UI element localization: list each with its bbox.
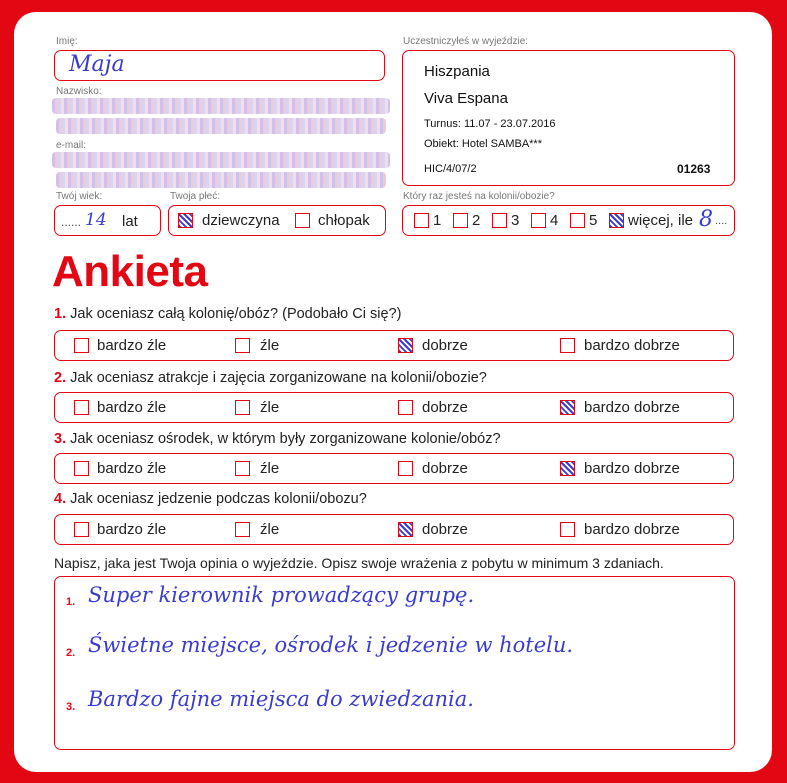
times-3-label: 3 (511, 212, 520, 229)
q1-bardzo-zle-label: bardzo źle (97, 337, 167, 354)
question-2-options (54, 392, 734, 423)
q4-zle-checkbox[interactable] (235, 522, 250, 537)
q4-bardzo-zle-label: bardzo źle (97, 521, 167, 538)
times-2-label: 2 (472, 212, 481, 229)
gender-female-checkbox[interactable] (178, 213, 193, 228)
q2-bardzo-dobrze-label: bardzo dobrze (584, 399, 680, 416)
surname-redacted (52, 98, 390, 114)
gender-label: Twoja płeć: (170, 191, 221, 202)
age-dots: ...... (61, 215, 82, 229)
question-1-options (54, 330, 734, 361)
q4-bardzo-dobrze-checkbox[interactable] (560, 522, 575, 537)
trip-turnus: Turnus: 11.07 - 23.07.2016 (424, 118, 556, 130)
gender-field (168, 205, 386, 236)
surname-label: Nazwisko: (56, 86, 102, 97)
times-more-dots: .... (715, 215, 728, 227)
q4-dobrze-checkbox[interactable] (398, 522, 413, 537)
q2-bardzo-zle-checkbox[interactable] (74, 400, 89, 415)
trip-object: Obiekt: Hotel SAMBA*** (424, 138, 542, 150)
trip-country: Hiszpania (424, 63, 490, 80)
trip-info-box (402, 50, 735, 186)
q3-bardzo-zle-label: bardzo źle (97, 460, 167, 477)
q2-bardzo-zle-label: bardzo źle (97, 399, 167, 416)
survey-title: Ankieta (52, 247, 208, 296)
q3-bardzo-zle-checkbox[interactable] (74, 461, 89, 476)
opinion-line-3-text: Bardzo fajne miejsca do zwiedzania. (88, 687, 474, 711)
q2-bardzo-dobrze-checkbox[interactable] (560, 400, 575, 415)
times-3-checkbox[interactable] (492, 213, 507, 228)
q3-zle-checkbox[interactable] (235, 461, 250, 476)
age-label: Twój wiek: (56, 191, 103, 202)
q1-zle-label: źle (260, 337, 280, 354)
q1-bardzo-dobrze-checkbox[interactable] (560, 338, 575, 353)
times-more-checkbox[interactable] (609, 213, 624, 228)
q1-dobrze-checkbox[interactable] (398, 338, 413, 353)
times-label: Który raz jesteś na kolonii/obozie? (403, 191, 555, 202)
q4-zle-label: źle (260, 521, 280, 538)
times-2-checkbox[interactable] (453, 213, 468, 228)
first-name-label: Imię: (56, 36, 78, 47)
question-4-options (54, 514, 734, 545)
times-5-label: 5 (589, 212, 598, 229)
question-2: 2. Jak oceniasz atrakcje i zajęcia zorganizowane na kolonii/obozie? (54, 370, 487, 386)
question-3: 3. Jak oceniasz ośrodek, w którym były zorganizowane kolonie/obóz? (54, 431, 501, 447)
first-name-field[interactable] (54, 50, 385, 81)
question-4: 4. Jak oceniasz jedzenie podczas kolonii/obozu? (54, 491, 367, 507)
age-value: 14 (85, 210, 107, 230)
question-1: 1. Jak oceniasz całą kolonię/obóz? (Podobało Ci się?) (54, 306, 402, 322)
participants-label: Uczestniczyłeś w wyjeździe: (403, 36, 529, 47)
q3-dobrze-label: dobrze (422, 460, 468, 477)
q2-dobrze-checkbox[interactable] (398, 400, 413, 415)
email-label: e-mail: (56, 140, 87, 151)
opinion-line-1-text: Super kierownik prowadzący grupę. (88, 583, 475, 607)
opinion-line-1-number: 1. (66, 596, 76, 608)
opinion-prompt: Napisz, jaka jest Twoja opinia o wyjeździe. Opisz swoje wrażenia z pobytu w minimum 3 zdaniach. (54, 555, 664, 571)
trip-number: 01263 (677, 162, 711, 176)
q3-bardzo-dobrze-label: bardzo dobrze (584, 460, 680, 477)
times-1-checkbox[interactable] (414, 213, 429, 228)
times-field (402, 205, 735, 236)
opinion-line-3-number: 3. (66, 701, 76, 713)
q3-bardzo-dobrze-checkbox[interactable] (560, 461, 575, 476)
q4-bardzo-zle-checkbox[interactable] (74, 522, 89, 537)
trip-name: Viva Espana (424, 90, 508, 107)
opinion-line-2-text: Świetne miejsce, ośrodek i jedzenie w hotelu. (88, 633, 574, 657)
q4-dobrze-label: dobrze (422, 521, 468, 538)
email-redacted-2 (56, 172, 386, 188)
times-more-label: więcej, ile (628, 212, 694, 229)
surname-redacted-2 (56, 118, 386, 134)
question-3-options (54, 453, 734, 484)
q1-zle-checkbox[interactable] (235, 338, 250, 353)
times-4-label: 4 (550, 212, 559, 229)
times-5-checkbox[interactable] (570, 213, 585, 228)
times-more-value: 8 (699, 207, 713, 232)
q2-zle-checkbox[interactable] (235, 400, 250, 415)
email-redacted (52, 152, 390, 168)
trip-code: HIC/4/07/2 (424, 163, 477, 175)
q3-zle-label: źle (260, 460, 280, 477)
q2-zle-label: źle (260, 399, 280, 416)
q1-bardzo-dobrze-label: bardzo dobrze (584, 337, 680, 354)
first-name-value: Maja (69, 52, 125, 77)
age-field[interactable] (54, 205, 161, 236)
times-1-label: 1 (433, 212, 442, 229)
opinion-line-2-number: 2. (66, 647, 76, 659)
q1-dobrze-label: dobrze (422, 337, 468, 354)
q1-bardzo-zle-checkbox[interactable] (74, 338, 89, 353)
q3-dobrze-checkbox[interactable] (398, 461, 413, 476)
gender-female-label: dziewczyna (202, 212, 280, 229)
gender-male-checkbox[interactable] (295, 213, 310, 228)
q4-bardzo-dobrze-label: bardzo dobrze (584, 521, 680, 538)
gender-male-label: chłopak (318, 212, 370, 229)
times-4-checkbox[interactable] (531, 213, 546, 228)
age-suffix: lat (122, 213, 138, 230)
q2-dobrze-label: dobrze (422, 399, 468, 416)
